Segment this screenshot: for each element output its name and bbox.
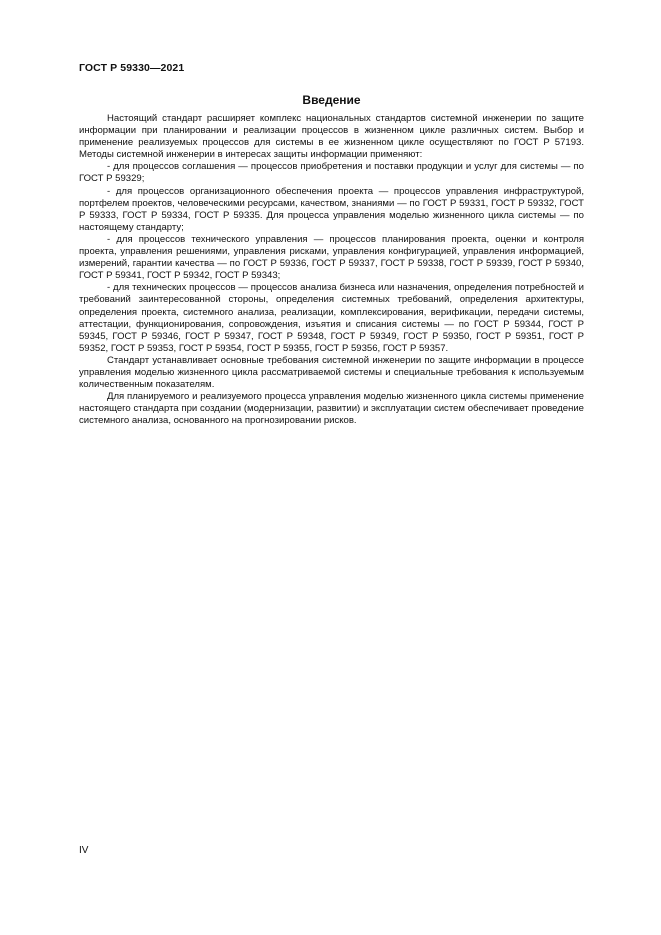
list-item-organizational: - для процессов организационного обеспечения проекта — процессов управления инфраструктурой, портфелем проектов, человеческими ресурсами, качеством, знаниями — по ГОСТ Р 59331, ГОСТ Р 59332, ГОСТ Р 59333, ГОСТ Р 59334, ГОСТ Р 59335. Для процесса управления моделью жизненного цикла системы — по настоящему стандарту;: [79, 185, 584, 233]
list-item-technical-processes: - для технических процессов — процессов анализа бизнеса или назначения, определения потребностей и требований заинтересованной стороны, определения системных требований, определения архитектуры, определения проекта, системного анализа, реализации, комплексирования, верификации, передачи системы, аттестации, функционирования, сопровождения, изъятия и списания системы — по ГОСТ Р 59344, ГОСТ Р 59345, ГОСТ Р 59346, ГОСТ Р 59347, ГОСТ Р 59348, ГОСТ Р 59349, ГОСТ Р 59350, ГОСТ Р 59351, ГОСТ Р 59352, ГОСТ Р 59353, ГОСТ Р 59354, ГОСТ Р 59355, ГОСТ Р 59356, ГОСТ Р 59357.: [79, 282, 584, 354]
body-text: [79, 113, 584, 427]
list-item-technical-management: - для процессов технического управления — процессов планирования проекта, оценки и контроля проекта, управления решениями, управления рисками, управления конфигурацией, управления информацией, измерений, гарантии качества — по ГОСТ Р 59336, ГОСТ Р 59337, ГОСТ Р 59338, ГОСТ Р 59339, ГОСТ Р 59340, ГОСТ Р 59341, ГОСТ Р 59342, ГОСТ Р 59343;: [79, 233, 584, 282]
paragraph-requirements: Стандарт устанавливает основные требования системной инженерии по защите информации в процессе управления моделью жизненного цикла рассматриваемой системы и специальные требования к используемым количественным показателям.: [79, 354, 584, 391]
paragraph-intro: Настоящий стандарт расширяет комплекс национальных стандартов системной инженерии по защите информации при планировании и реализации процессов в жизненном цикле различных систем. Выбор и применение реализуемых процессов для системы в ее жизненном цикле осуществляют по ГОСТ Р 57193. Методы системной инженерии в интересах защиты информации применяют:: [79, 113, 584, 161]
document-number: ГОСТ Р 59330—2021: [79, 62, 185, 74]
page-number: IV: [79, 845, 89, 856]
paragraph-application: Для планируемого и реализуемого процесса управления моделью жизненного цикла системы применение настоящего стандарта при создании (модернизации, развитии) и эксплуатации систем обеспечивает проведение системного анализа, основанного на прогнозировании рисков.: [79, 391, 584, 427]
list-item-agreement: - для процессов соглашения — процессов приобретения и поставки продукции и услуг для системы — по ГОСТ Р 59329;: [79, 161, 584, 185]
section-title: Введение: [302, 93, 361, 107]
